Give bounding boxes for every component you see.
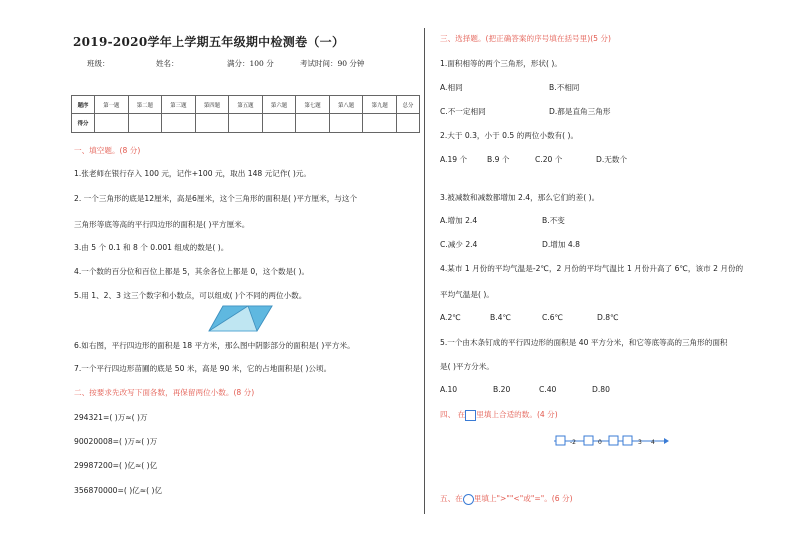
exam-time: 考试时间：90 分钟 xyxy=(300,59,365,68)
s1-question-4: 4.一个数的百分位和百位上都是 5，其余各位上都是 0，这个数是( )。 xyxy=(74,267,310,276)
score-input-cell[interactable] xyxy=(162,114,196,133)
s2-row-2: 90020008=( )万≈( )万 xyxy=(74,437,158,446)
number-line xyxy=(552,433,670,449)
s3-question-4-line1: 4.某市 1 月份的平均气温是-2℃，2 月份的平均气温比 1 月份升高了 6℃，该市 2 月份的 xyxy=(440,264,744,273)
s3-q3-option-d: D.增加 4.8 xyxy=(542,240,580,249)
score-input-cell[interactable] xyxy=(329,114,363,133)
tick-label: 4 xyxy=(651,439,655,446)
s3-q5-option-b: B.20 xyxy=(493,385,511,394)
tick-label: 0 xyxy=(598,439,602,446)
s3-q4-option-c: C.6℃ xyxy=(542,313,564,322)
number-line-blank-box[interactable] xyxy=(623,436,632,445)
section1-heading: 一、填空题。(8 分) xyxy=(74,146,141,155)
s1-question-2-line2: 三角形等底等高的平行四边形的面积是( )平方厘米。 xyxy=(74,220,250,229)
score-table xyxy=(71,95,420,133)
section2-heading: 二、按要求先改写下面各数，再保留两位小数。(8 分) xyxy=(74,388,255,397)
score-table-cell: 第七题 xyxy=(296,96,330,114)
s3-q4-option-a: A.2℃ xyxy=(440,313,461,322)
class-label: 班级： xyxy=(87,59,110,68)
section4-heading-pre: 四、 在 xyxy=(440,410,466,419)
score-table-score-row xyxy=(72,114,420,133)
score-input-cell[interactable] xyxy=(128,114,162,133)
s3-q1-option-c: C.不一定相同 xyxy=(440,107,486,116)
tick-label: -2 xyxy=(570,439,576,446)
section5-heading xyxy=(440,493,573,505)
s1-question-3: 3.由 5 个 0.1 和 8 个 0.001 组成的数是( )。 xyxy=(74,243,229,252)
s3-q2-option-d: D.无数个 xyxy=(596,155,628,164)
s1-question-6: 6.如右图，平行四边形的面积是 18 平方米，那么图中阴影部分的面积是( )平方米。 xyxy=(74,341,355,350)
s1-question-2-line1: 2. 一个三角形的底是12厘米，高是6厘米，这个三角形的面积是( )平方厘米，与这个 xyxy=(74,194,358,203)
s3-q4-option-b: B.4℃ xyxy=(490,313,511,322)
s3-q4-option-d: D.8℃ xyxy=(597,313,619,322)
score-input-cell[interactable] xyxy=(95,114,129,133)
s3-question-5-line1: 5.一个由木条钉成的平行四边形的面积是 40 平方分米，和它等底等高的三角形的面积 xyxy=(440,338,728,347)
s3-question-4-line2: 平均气温是( )。 xyxy=(440,290,494,299)
s3-q1-option-a: A.相同 xyxy=(440,83,463,92)
score-table-cell: 第二题 xyxy=(128,96,162,114)
s3-q2-option-c: C.20 个 xyxy=(535,155,563,164)
number-line-blank-box[interactable] xyxy=(584,436,593,445)
number-line-arrow-icon xyxy=(664,438,669,444)
score-table-cell: 第五题 xyxy=(229,96,263,114)
s2-row-4: 356870000=( )亿≈( )亿 xyxy=(74,486,163,495)
s1-question-7: 7.一个平行四边形苗圃的底是 50 米，高是 90 米，它的占地面积是( )公顷。 xyxy=(74,364,332,373)
page-title: 2019-2020学年上学期五年级期中检测卷（一） xyxy=(73,35,345,49)
s3-question-1: 1.面积相等的两个三角形，形状( )。 xyxy=(440,59,562,68)
s1-question-5: 5.用 1、2、3 这三个数字和小数点，可以组成( )个不同的两位小数。 xyxy=(74,291,307,300)
score-input-cell[interactable] xyxy=(195,114,229,133)
score-table-cell: 题序 xyxy=(72,96,95,114)
tick-label: 3 xyxy=(638,439,642,446)
score-table-cell: 第九题 xyxy=(363,96,397,114)
score-input-cell[interactable] xyxy=(396,114,419,133)
section3-heading: 三、选择题。(把正确答案的序号填在括号里)(5 分) xyxy=(440,34,611,43)
column-divider xyxy=(424,28,425,514)
s3-question-3: 3.被减数和减数都增加 2.4，那么它们的差( )。 xyxy=(440,193,600,202)
score-table-head-row xyxy=(72,96,420,114)
s3-q1-option-d: D.都是直角三角形 xyxy=(549,107,611,116)
s3-q5-option-c: C.40 xyxy=(539,385,557,394)
s2-row-1: 294321=( )万≈( )万 xyxy=(74,413,148,422)
s3-question-5-line2: 是( )平方分米。 xyxy=(440,362,494,371)
s3-question-2: 2.大于 0.3，小于 0.5 的两位小数有( )。 xyxy=(440,131,579,140)
name-label: 姓名： xyxy=(156,59,179,68)
number-line-blank-box[interactable] xyxy=(609,436,618,445)
section5-heading-post: 里填上">""<"或"="。(6 分) xyxy=(473,494,573,503)
answer-circle-icon xyxy=(463,494,474,505)
score-input-cell[interactable] xyxy=(296,114,330,133)
score-table-cell: 第六题 xyxy=(262,96,296,114)
score-input-cell[interactable] xyxy=(363,114,397,133)
score-table-cell: 总分 xyxy=(396,96,419,114)
score-table-cell: 第八题 xyxy=(329,96,363,114)
s3-q5-option-d: D.80 xyxy=(592,385,610,394)
score-table-cell: 第三题 xyxy=(162,96,196,114)
s1-question-1: 1.张老师在银行存入 100 元，记作+100 元，取出 148 元记作( )元。 xyxy=(74,169,311,178)
s3-q2-option-a: A.19 个 xyxy=(440,155,468,164)
s3-q3-option-a: A.增加 2.4 xyxy=(440,216,478,225)
full-score: 满分：100 分 xyxy=(227,59,274,68)
s3-q2-option-b: B.9 个 xyxy=(487,155,510,164)
s3-q1-option-b: B.不相同 xyxy=(549,83,580,92)
parallelogram-figure xyxy=(208,304,274,334)
number-line-blank-box[interactable] xyxy=(556,436,565,445)
score-table-cell: 第四题 xyxy=(195,96,229,114)
s3-q5-option-a: A.10 xyxy=(440,385,458,394)
section4-heading-post: 里填上合适的数。(4 分) xyxy=(476,410,558,419)
answer-box-icon xyxy=(465,410,476,421)
s2-row-3: 29987200=( )亿≈( )亿 xyxy=(74,461,158,470)
score-table-cell: 第一题 xyxy=(95,96,129,114)
score-input-cell[interactable] xyxy=(229,114,263,133)
section4-heading xyxy=(440,409,558,421)
section5-heading-pre: 五、在 xyxy=(440,494,463,503)
s3-q3-option-c: C.减少 2.4 xyxy=(440,240,478,249)
score-row-label: 得分 xyxy=(72,114,95,133)
s3-q3-option-b: B.不变 xyxy=(542,216,565,225)
score-input-cell[interactable] xyxy=(262,114,296,133)
